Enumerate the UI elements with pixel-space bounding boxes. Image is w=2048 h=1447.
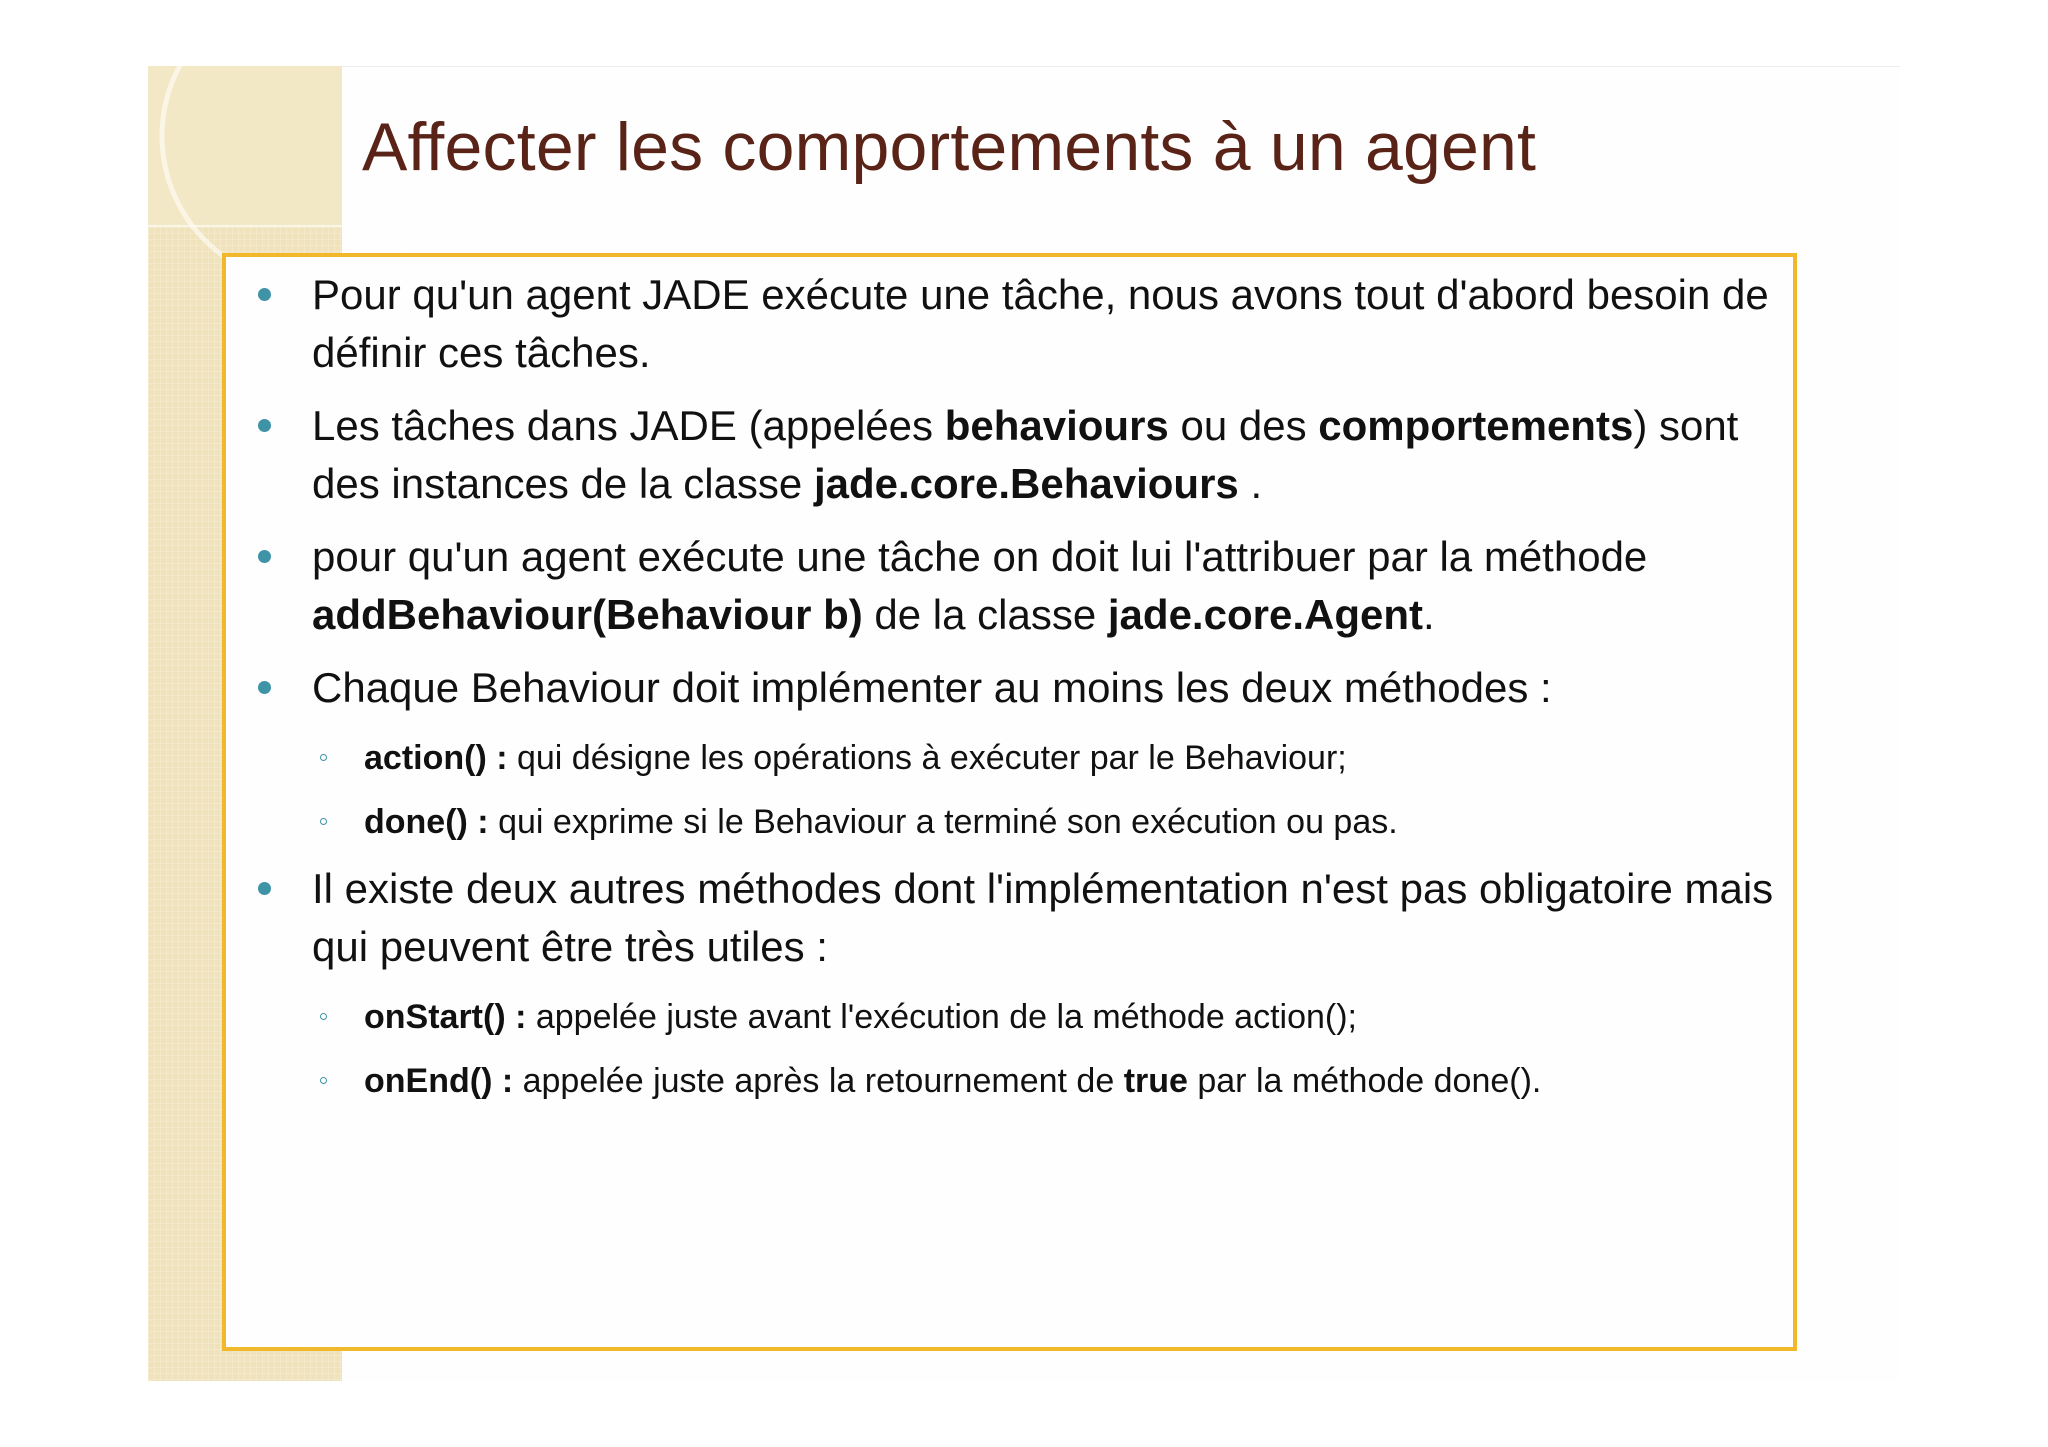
bold-term: comportements: [1318, 402, 1634, 449]
bullet-text: .: [1238, 460, 1263, 507]
bullet-item: [254, 397, 1784, 513]
class-name: jade.core.Agent: [1107, 591, 1423, 638]
bullet-text: .: [1422, 591, 1435, 638]
bullet-item: [254, 528, 1784, 644]
sub-bullet-text: qui désigne les opérations à exécuter par le Behaviour;: [507, 739, 1347, 777]
sub-bullet-item: [254, 1055, 1784, 1107]
method-name: onStart() :: [364, 998, 527, 1036]
class-name: jade.core.Behaviours: [813, 460, 1239, 507]
bullet-text: de la classe: [862, 591, 1108, 638]
bold-term: behaviours: [944, 402, 1169, 449]
sub-bullet-ring-icon: [320, 818, 327, 825]
sub-bullet-ring-icon: [320, 1013, 327, 1020]
bullet-text: ou des: [1168, 402, 1319, 449]
bullet-text: pour qu'un agent exécute une tâche on doit lui l'attribuer par la méthode: [312, 533, 1648, 580]
method-name: action() :: [364, 739, 508, 777]
method-name: onEnd() :: [364, 1062, 514, 1100]
sub-bullet-text: par la méthode done().: [1187, 1062, 1542, 1100]
bullet-item: [254, 860, 1784, 976]
bullet-text: ) sont des instances de la classe: [312, 402, 1739, 507]
sub-bullet-text: appelée juste avant l'exécution de la méthode action();: [526, 998, 1357, 1036]
sub-bullet-item: [254, 796, 1784, 848]
bullet-text: Chaque Behaviour doit implémenter au moins les deux méthodes :: [312, 664, 1552, 711]
sub-bullet-ring-icon: [320, 754, 327, 761]
sub-bullet-text: appelée juste après la retournement de: [513, 1062, 1124, 1100]
bullet-item: [254, 659, 1784, 717]
bullet-list: [254, 266, 1784, 1119]
sub-bullet-item: [254, 991, 1784, 1043]
sub-bullet-text: qui exprime si le Behaviour a terminé son exécution ou pas.: [488, 803, 1398, 841]
bullet-dot-icon: [258, 681, 271, 694]
bullet-dot-icon: [258, 882, 271, 895]
slide-title: Affecter les comportements à un agent: [362, 109, 1537, 185]
bullet-text: Il existe deux autres méthodes dont l'implémentation n'est pas obligatoire mais qui peuvent être très utiles :: [312, 865, 1774, 970]
bullet-text: Pour qu'un agent JADE exécute une tâche, nous avons tout d'abord besoin de définir ces tâches.: [312, 271, 1769, 376]
bullet-dot-icon: [258, 419, 271, 432]
bullet-text: Les tâches dans JADE (appelées: [312, 402, 945, 449]
bullet-dot-icon: [258, 288, 271, 301]
method-signature: addBehaviour(Behaviour b): [312, 591, 863, 638]
bullet-item: [254, 266, 1784, 382]
bullet-dot-icon: [258, 550, 271, 563]
method-name: done() :: [364, 803, 489, 841]
sub-bullet-item: [254, 732, 1784, 784]
slide-top-border: [148, 66, 1900, 67]
bold-keyword: true: [1123, 1062, 1188, 1100]
sub-bullet-ring-icon: [320, 1077, 327, 1084]
